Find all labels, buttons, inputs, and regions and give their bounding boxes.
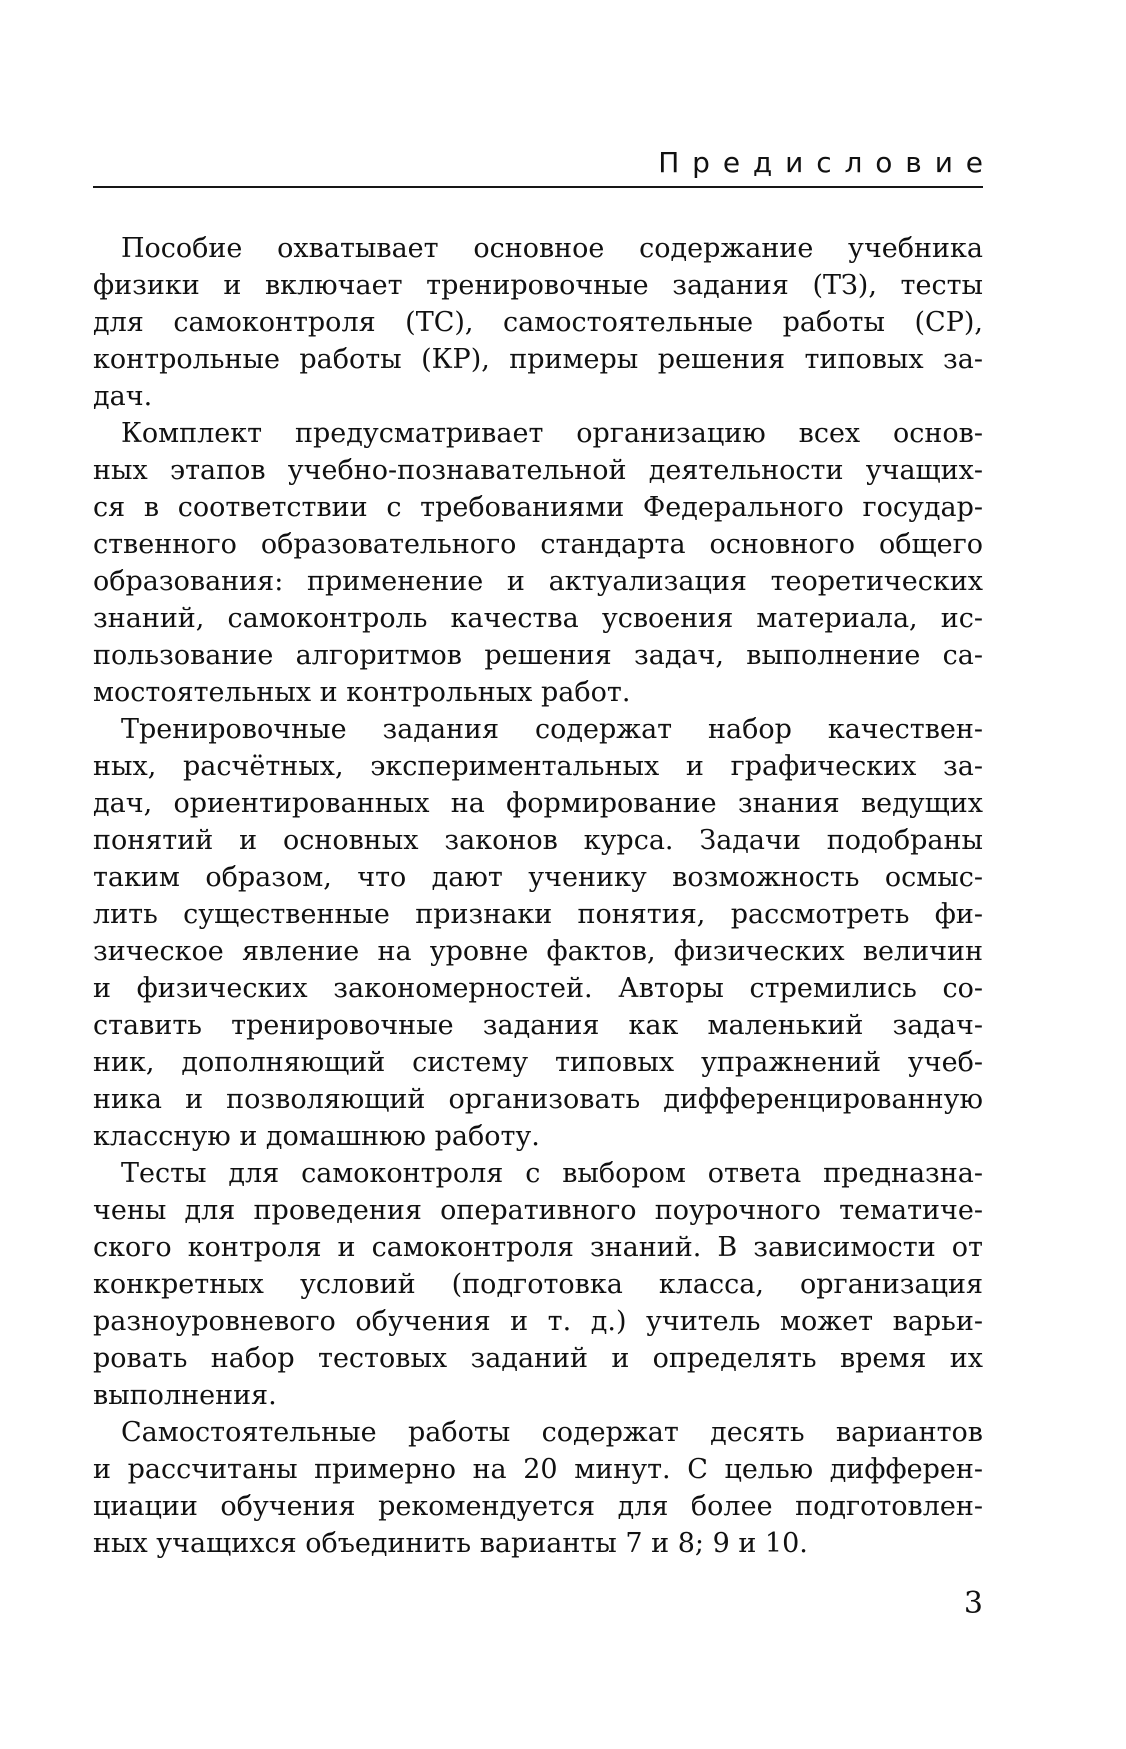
text-line: зическое явление на уровне фактов, физических величин	[93, 936, 983, 967]
text-line: Пособие охватывает основное содержание учебника	[121, 233, 983, 264]
text-line: мостоятельных и контрольных работ.	[93, 677, 631, 708]
text-line: ровать набор тестовых заданий и определять время их	[93, 1343, 983, 1374]
text-line: Тесты для самоконтроля с выбором ответа предназна-	[121, 1158, 983, 1189]
text-line: ского контроля и самоконтроля знаний. В зависимости от	[93, 1232, 983, 1263]
text-line: Тренировочные задания содержат набор качествен-	[121, 714, 983, 745]
text-line: лить существенные признаки понятия, рассмотреть фи-	[93, 899, 983, 930]
header-rule	[93, 186, 983, 188]
page-number: 3	[963, 1586, 983, 1621]
text-line: пользование алгоритмов решения задач, выполнение са-	[93, 640, 983, 671]
text-line: для самоконтроля (ТС), самостоятельные работы (СР),	[93, 307, 983, 338]
text-line: ник, дополняющий систему типовых упражнений учеб-	[93, 1047, 983, 1078]
text-line: понятий и основных законов курса. Задачи подобраны	[93, 825, 983, 856]
text-line: Самостоятельные работы содержат десять вариантов	[121, 1417, 983, 1448]
text-line: циации обучения рекомендуется для более подготовлен-	[93, 1491, 983, 1522]
text-line: чены для проведения оперативного поурочного тематиче-	[93, 1195, 983, 1226]
chapter-header	[93, 146, 996, 188]
text-line: ных, расчётных, экспериментальных и графических за-	[93, 751, 983, 782]
text-line: и рассчитаны примерно на 20 минут. С целью дифферен-	[93, 1454, 983, 1485]
text-line: ся в соответствии с требованиями Федерального государ-	[93, 492, 983, 523]
text-line: образования: применение и актуализация теоретических	[93, 566, 983, 597]
text-line: ставить тренировочные задания как маленький задач-	[93, 1010, 983, 1041]
text-line: и физических закономерностей. Авторы стремились со-	[93, 973, 983, 1004]
text-line: физики и включает тренировочные задания (ТЗ), тесты	[93, 270, 983, 301]
text-line: классную и домашнюю работу.	[93, 1121, 540, 1152]
text-line: таким образом, что дают ученику возможность осмыс-	[93, 862, 983, 893]
text-line: ных этапов учебно-познавательной деятельности учащих-	[93, 455, 983, 486]
text-line: дач.	[93, 381, 153, 412]
text-line: разноуровневого обучения и т. д.) учитель может варьи-	[93, 1306, 983, 1337]
text-line: контрольные работы (КР), примеры решения типовых за-	[93, 344, 983, 375]
text-line: выполнения.	[93, 1380, 277, 1411]
text-line: Комплект предусматривает организацию всех основ-	[121, 418, 983, 449]
page-title: Предисловие	[658, 146, 996, 179]
text-line: ника и позволяющий организовать дифференцированную	[93, 1084, 983, 1115]
text-line: ственного образовательного стандарта основного общего	[93, 529, 983, 560]
text-line: дач, ориентированных на формирование знания ведущих	[93, 788, 983, 819]
text-line: ных учащихся объединить варианты 7 и 8; 9 и 10.	[93, 1528, 808, 1559]
page-body	[93, 230, 983, 1562]
text-line: знаний, самоконтроль качества усвоения материала, ис-	[93, 603, 983, 634]
text-line: конкретных условий (подготовка класса, организация	[93, 1269, 983, 1300]
